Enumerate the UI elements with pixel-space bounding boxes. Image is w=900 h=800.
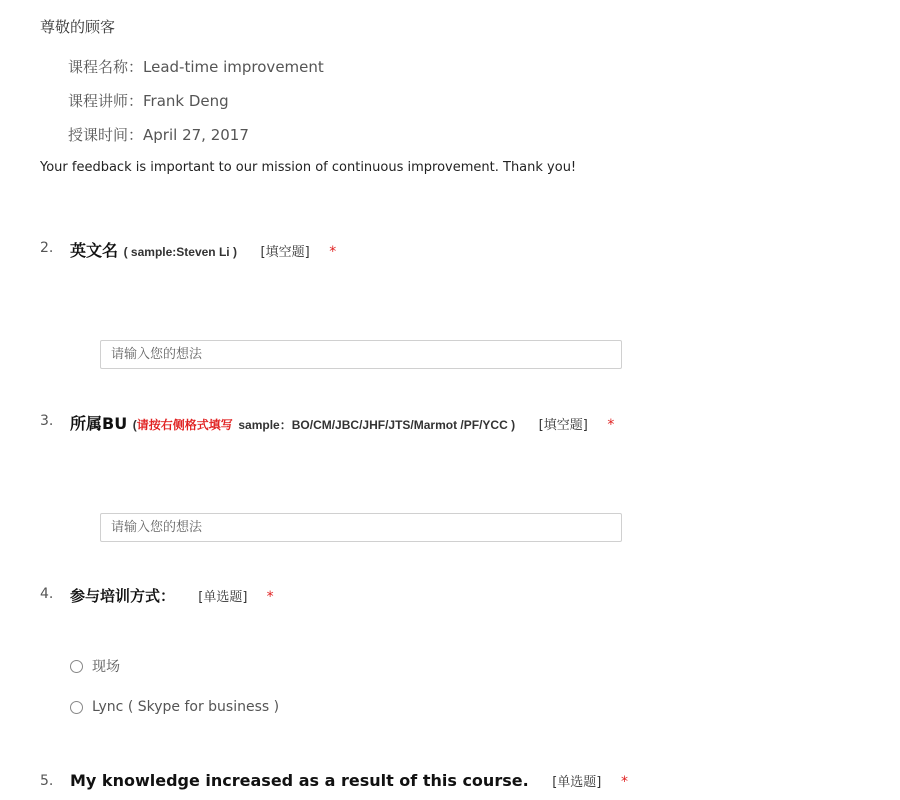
greeting: 尊敬的顾客 [40,18,116,36]
question-3-hint-red: 请按右侧格式填写 [136,418,233,432]
question-2-number: 2. [40,240,54,256]
course-name-row [68,56,324,77]
question-3-title: 所属BU [70,414,128,433]
intro-text: Your feedback is important to our mission of continuous improvement. Thank you! [40,160,577,175]
question-3-number: 3. [40,413,54,429]
lecturer-value: Frank Deng [143,92,229,110]
course-name-label: 课程名称： [68,58,144,76]
question-3-type: [填空题] [538,418,588,433]
option-label: 现场 [92,659,120,675]
question-5-type: [单选题] [552,775,602,790]
course-name-value: Lead-time improvement [143,58,324,76]
lecturer-label: 课程讲师： [68,92,144,110]
question-2-title-row [70,238,336,261]
question-4-required-mark: * [266,589,274,605]
lecturer-row [68,90,229,111]
date-row [68,124,249,145]
question-2-type: [填空题] [260,245,310,260]
question-2-required-mark: * [329,244,337,260]
question-2-hint: ( sample:Steven Li ) [123,245,237,259]
question-4-number: 4. [40,586,54,602]
question-3-required-mark: * [607,417,615,433]
question-4-title-row [70,585,274,606]
question-2-title: 英文名 [70,241,119,260]
radio-button[interactable] [70,701,83,714]
question-3-hint-open: ( [132,418,137,432]
date-value: April 27, 2017 [143,126,249,144]
question-2-input[interactable] [100,340,622,369]
option-label: Lync ( Skype for business ) [92,699,280,715]
question-5-required-mark: * [620,774,628,790]
question-4-type: [单选题] [198,590,248,605]
question-5-number: 5. [40,773,54,789]
question-4-option-lync[interactable] [70,699,279,715]
question-3-input[interactable] [100,513,622,542]
radio-button[interactable] [70,660,83,673]
question-3-title-row [70,411,614,434]
question-5-title-row [70,771,628,790]
question-4-title: 参与培训方式： [70,587,176,605]
question-4-option-onsite[interactable] [70,656,120,676]
question-3-hint: sample：BO/CM/JBC/JHF/JTS/Marmot /PF/YCC ) [238,418,516,432]
question-5-title: My knowledge increased as a result of this course. [70,771,529,790]
date-label: 授课时间： [68,126,144,144]
